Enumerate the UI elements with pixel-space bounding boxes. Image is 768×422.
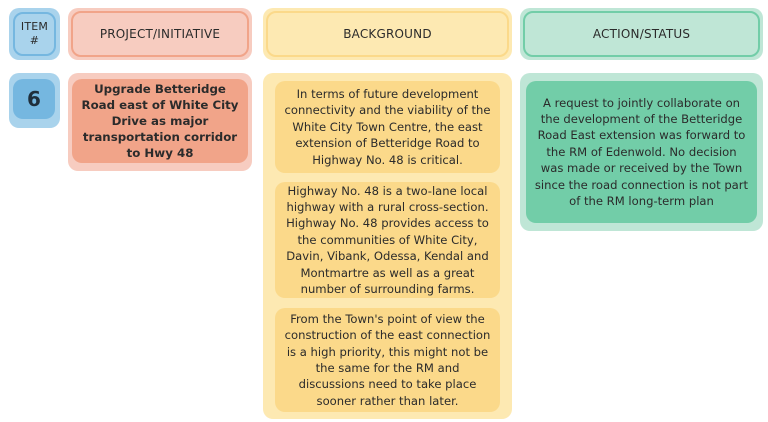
header-background-label: BACKGROUND xyxy=(343,27,432,41)
action-cell xyxy=(520,73,763,231)
header-background xyxy=(263,8,512,60)
background-cell xyxy=(263,73,512,419)
item-number-cell xyxy=(9,73,60,128)
header-project xyxy=(68,8,252,60)
header-project-label: PROJECT/INITIATIVE xyxy=(99,27,221,41)
header-item-label: ITEM # xyxy=(20,20,49,47)
background-paragraph-2: Highway No. 48 is a two-lane local highway with a rural cross-section. Highway No. 48 provides access to the communities of White City, Davin, Vibank, Odessa, Kendal and Montmartre as well as a great number of surrounding farms. xyxy=(275,182,500,298)
background-paragraph-1: In terms of future development connectivity and the viability of the White City Town Centre, the east extension of Betteridge Road to Highway No. 48 is critical. xyxy=(275,81,500,173)
header-action-label: ACTION/STATUS xyxy=(592,27,691,41)
project-text: Upgrade Betteridge Road east of White City Drive as major transportation corridor to Hwy 48 xyxy=(72,79,248,163)
header-item xyxy=(9,8,60,60)
item-number: 6 xyxy=(27,87,41,111)
project-cell xyxy=(68,73,252,171)
background-paragraph-3: From the Town's point of view the construction of the east connection is a high priority, this might not be the same for the RM and discussions need to take place sooner rather than later. xyxy=(275,308,500,412)
header-action xyxy=(520,8,763,60)
action-text: A request to jointly collaborate on the development of the Betteridge Road East extension was forward to the RM of Edenwold. No decision was made or received by the Town since the road connection is not part of the RM long-term plan xyxy=(526,81,757,223)
